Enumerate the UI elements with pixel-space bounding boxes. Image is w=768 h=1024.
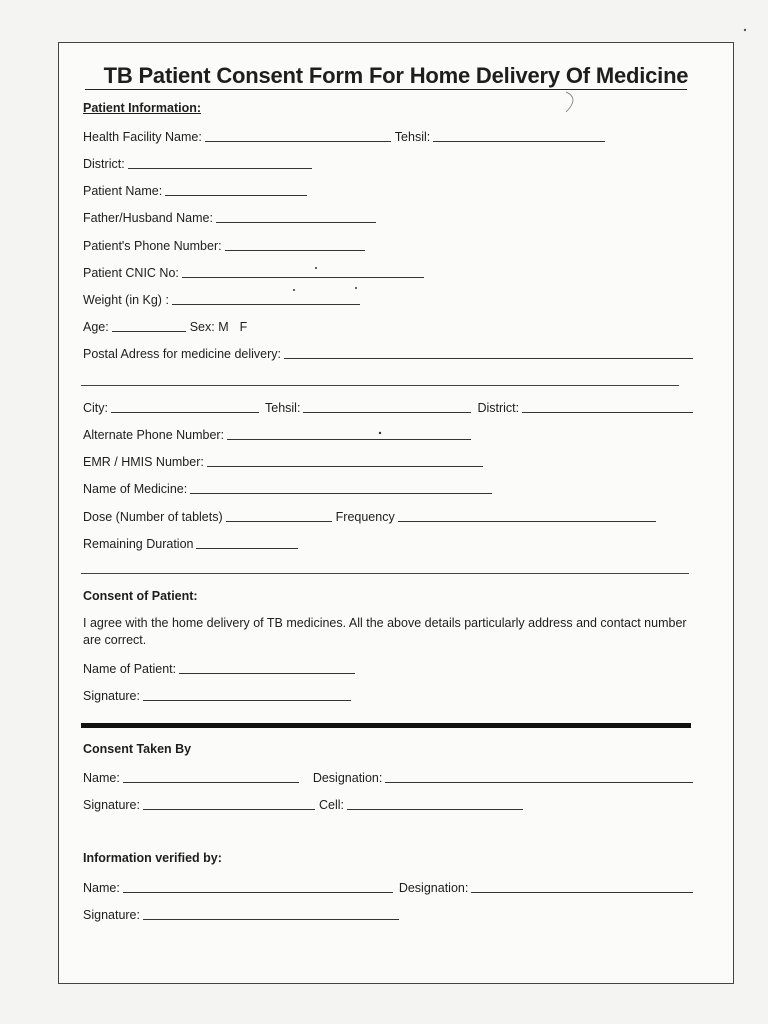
verified-heading: Information verified by: (83, 851, 222, 865)
emr-label: EMR / HMIS Number: (83, 455, 204, 469)
taken-by-heading: Consent Taken By (83, 742, 192, 756)
consent-name-label: Name of Patient: (83, 662, 177, 676)
alt-phone-label: Alternate Phone Number: (83, 428, 225, 442)
city-tehsil-label: Tehsil: (265, 401, 301, 415)
taken-by-name-label: Name: (83, 771, 120, 785)
city-district-label: District: (477, 401, 520, 415)
patient-info-heading: Patient Information: (83, 101, 202, 115)
district-label: District: (83, 157, 125, 171)
postal-label: Postal Adress for medicine delivery: (83, 347, 282, 361)
medicine-label: Name of Medicine: (83, 482, 188, 496)
taken-by-cell-label: Cell: (318, 798, 344, 812)
cnic-label: Patient CNIC No: (83, 266, 179, 280)
phone-label: Patient's Phone Number: (83, 239, 222, 253)
consent-heading: Consent of Patient: (83, 589, 198, 603)
verified-designation-label: Designation: (398, 881, 469, 895)
consent-statement: I agree with the home delivery of TB medicines. All the above details particularly address and contact number are correct. (83, 616, 687, 647)
remaining-label: Remaining Duration (83, 537, 194, 551)
frequency-label: Frequency (335, 510, 395, 524)
verified-signature-label: Signature: (83, 908, 140, 922)
city-label: City: (83, 401, 108, 415)
weight-label: Weight (in Kg) : (83, 293, 169, 307)
health-facility-label: Health Facility Name: (83, 130, 202, 144)
sex-option-f[interactable]: F (239, 320, 248, 334)
dose-label: Dose (Number of tablets) (83, 510, 223, 524)
sex-label: Sex: M (189, 320, 229, 334)
tehsil-label: Tehsil: (394, 130, 431, 144)
taken-by-designation-label: Designation: (312, 771, 383, 785)
taken-by-signature-label: Signature: (83, 798, 140, 812)
patient-name-label: Patient Name: (83, 184, 163, 198)
form-title: TB Patient Consent Form For Home Delivery Of Medicine (103, 63, 689, 88)
age-label: Age: (83, 320, 109, 334)
consent-signature-label: Signature: (83, 689, 140, 703)
father-husband-label: Father/Husband Name: (83, 211, 213, 225)
verified-name-label: Name: (83, 881, 120, 895)
